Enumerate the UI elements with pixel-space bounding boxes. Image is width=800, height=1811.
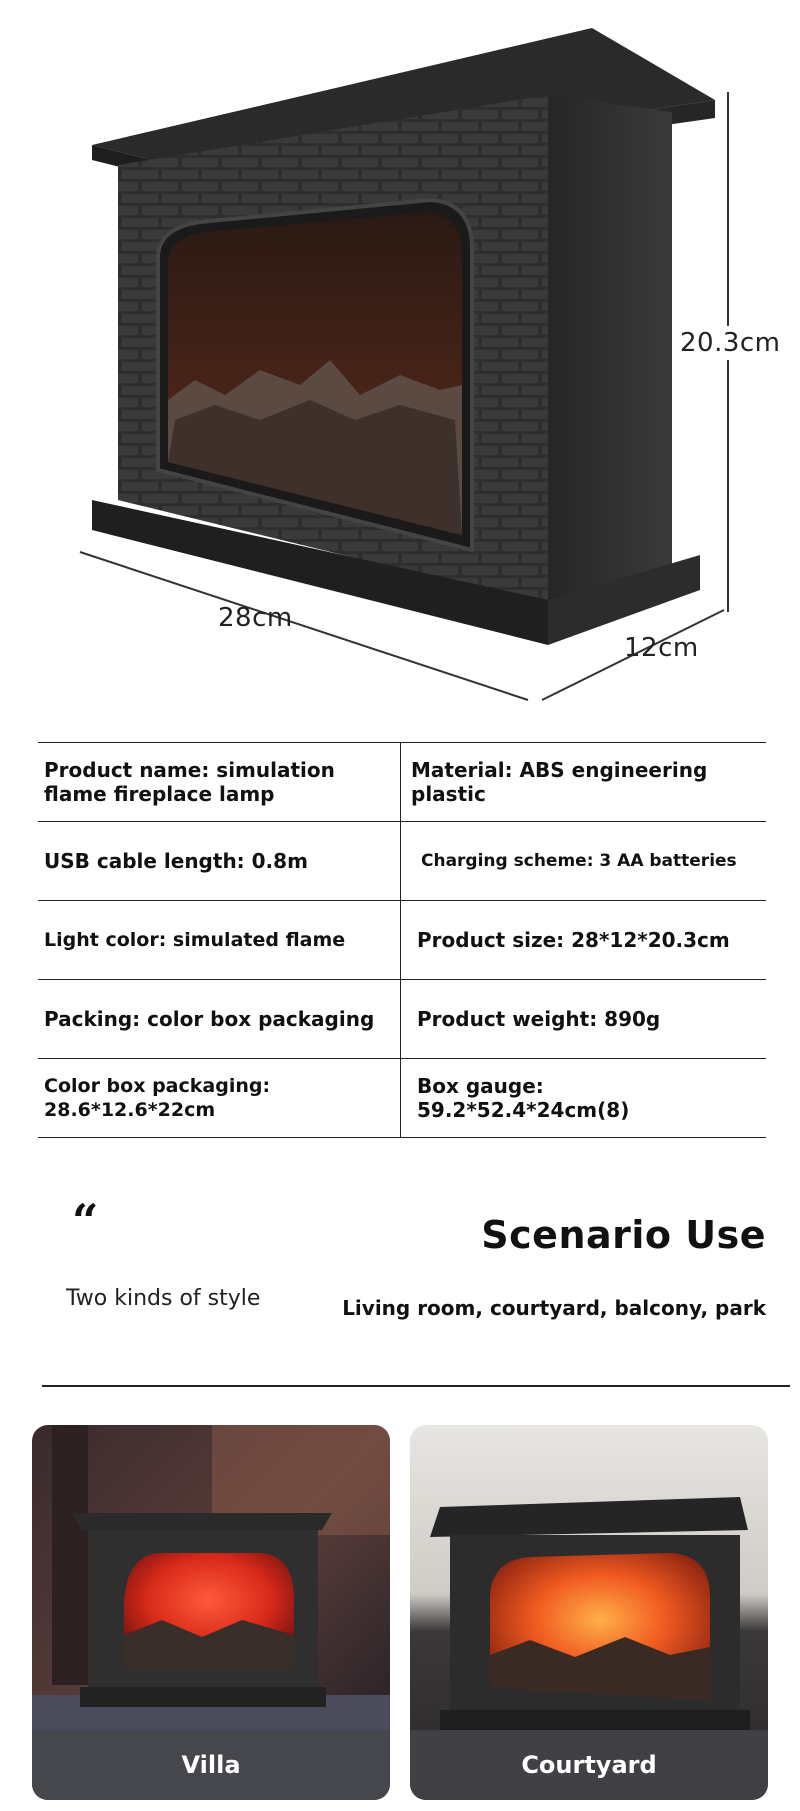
specs-table xyxy=(38,742,766,1138)
divider xyxy=(42,1385,790,1387)
courtyard-card xyxy=(410,1425,768,1800)
spec-cell: USB cable length: 0.8m xyxy=(38,822,401,901)
spec-cell: Product weight: 890g xyxy=(401,980,767,1059)
spec-cell: Light color: simulated flame xyxy=(38,901,401,980)
villa-card xyxy=(32,1425,390,1800)
spec-cell: Product size: 28*12*20.3cm xyxy=(401,901,767,980)
courtyard-caption: Courtyard xyxy=(521,1751,657,1779)
table-row xyxy=(38,743,766,822)
product-hero xyxy=(0,0,800,715)
style-count-text: Two kinds of style xyxy=(66,1286,261,1311)
quote-mark-icon: “ xyxy=(72,1194,99,1248)
table-row xyxy=(38,1059,766,1138)
spec-cell: Packing: color box packaging xyxy=(38,980,401,1059)
villa-caption: Villa xyxy=(181,1751,241,1779)
table-row xyxy=(38,901,766,980)
spec-cell: Charging scheme: 3 AA batteries xyxy=(401,822,767,901)
spec-cell: Material: ABS engineering plastic xyxy=(401,743,767,822)
scenario-description: Living room, courtyard, balcony, park xyxy=(342,1296,766,1320)
scenario-title: Scenario Use xyxy=(481,1213,766,1257)
spec-cell: Box gauge: 59.2*52.4*24cm(8) xyxy=(401,1059,767,1138)
depth-dimension: 12cm xyxy=(624,633,699,663)
spec-cell: Product name: simulation flame fireplace lamp xyxy=(38,743,401,822)
table-row xyxy=(38,822,766,901)
height-dimension: 20.3cm xyxy=(680,328,781,358)
width-dimension: 28cm xyxy=(218,603,293,633)
spec-cell: Color box packaging: 28.6*12.6*22cm xyxy=(38,1059,401,1138)
table-row xyxy=(38,980,766,1059)
